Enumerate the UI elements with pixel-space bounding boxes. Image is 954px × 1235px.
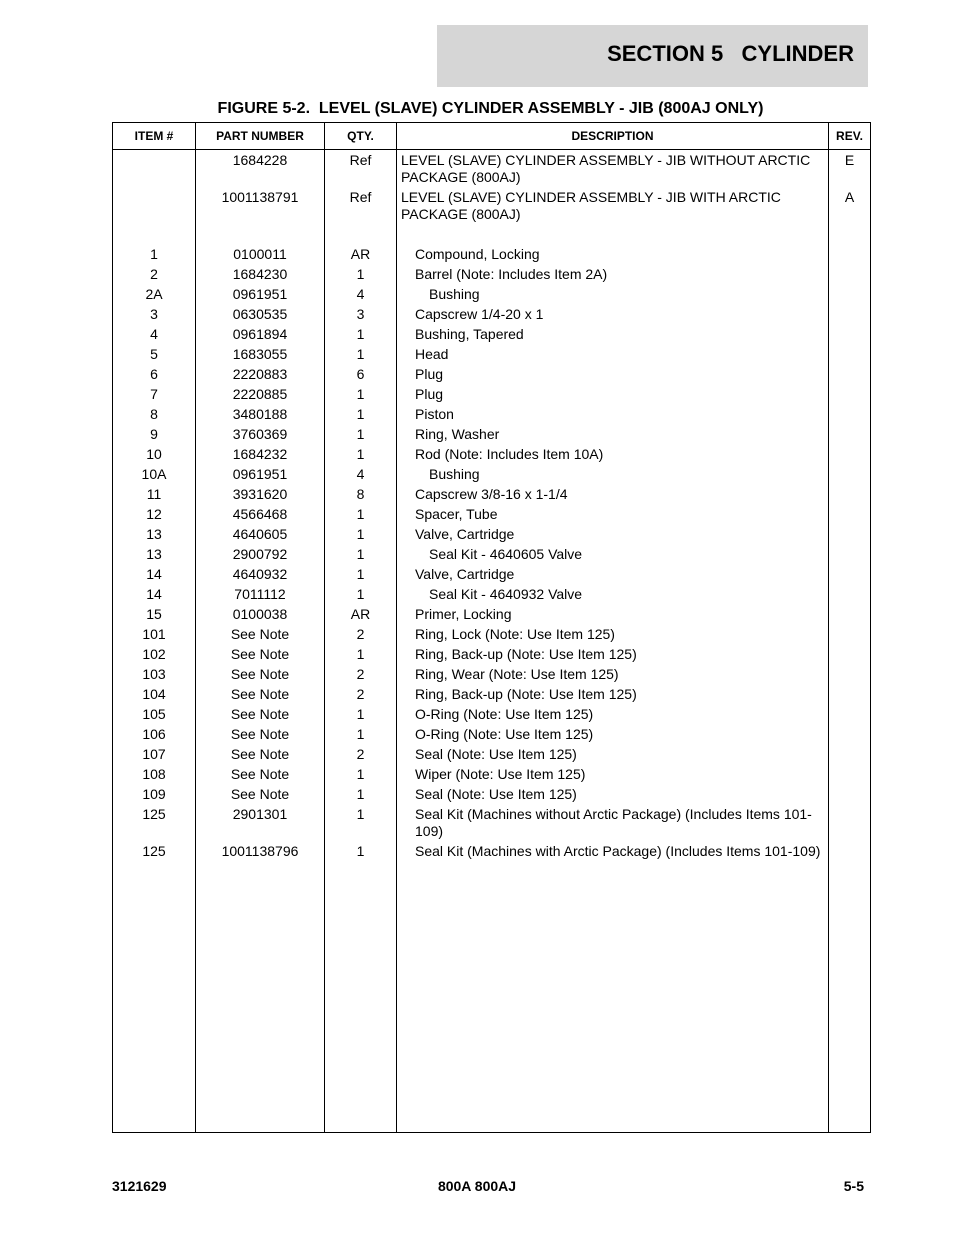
table-row: [113, 365, 871, 385]
qty-cell: AR: [325, 245, 397, 265]
table-row: [113, 705, 871, 725]
description-cell: O-Ring (Note: Use Item 125): [397, 705, 829, 725]
assembly-row: [113, 188, 871, 225]
part-number-cell: 1001138791: [196, 188, 325, 225]
table-row: [113, 765, 871, 785]
qty-cell: 1: [325, 325, 397, 345]
rev-cell: [829, 245, 871, 265]
description-cell: Plug: [397, 365, 829, 385]
part-number-cell: 0630535: [196, 305, 325, 325]
rev-cell: [829, 645, 871, 665]
description-cell: Spacer, Tube: [397, 505, 829, 525]
qty-cell: 1: [325, 265, 397, 285]
table-row: [113, 525, 871, 545]
item-cell: 9: [113, 425, 196, 445]
part-number-cell: 0100038: [196, 605, 325, 625]
description-cell: Bushing: [397, 285, 829, 305]
rev-cell: [829, 625, 871, 645]
item-cell: 12: [113, 505, 196, 525]
table-row: [113, 325, 871, 345]
item-cell: 109: [113, 785, 196, 805]
rev-cell: [829, 405, 871, 425]
description-cell: Capscrew 3/8-16 x 1-1/4: [397, 485, 829, 505]
table-row: [113, 445, 871, 465]
qty-cell: 1: [325, 785, 397, 805]
qty-cell: 1: [325, 345, 397, 365]
description-cell: Bushing: [397, 465, 829, 485]
item-cell: 7: [113, 385, 196, 405]
qty-cell: 1: [325, 585, 397, 605]
part-number-cell: See Note: [196, 765, 325, 785]
qty-cell: Ref: [325, 150, 397, 189]
item-cell: 125: [113, 842, 196, 862]
rev-cell: [829, 585, 871, 605]
part-number-cell: 3931620: [196, 485, 325, 505]
item-cell: 13: [113, 525, 196, 545]
description-cell: LEVEL (SLAVE) CYLINDER ASSEMBLY - JIB WITH ARCTIC PACKAGE (800AJ): [397, 188, 829, 225]
table-row: [113, 685, 871, 705]
description-cell: O-Ring (Note: Use Item 125): [397, 725, 829, 745]
item-cell: 106: [113, 725, 196, 745]
table-row: [113, 405, 871, 425]
rev-cell: A: [829, 188, 871, 225]
table-row: [113, 265, 871, 285]
figure-title: FIGURE 5-2. LEVEL (SLAVE) CYLINDER ASSEMBLY - JIB (800AJ ONLY): [217, 100, 764, 117]
item-cell: 14: [113, 565, 196, 585]
footer-model: 800A 800AJ: [437, 1178, 517, 1194]
description-cell: Valve, Cartridge: [397, 565, 829, 585]
description-cell: Ring, Back-up (Note: Use Item 125): [397, 685, 829, 705]
footer-doc-number: 3121629: [112, 1178, 167, 1194]
item-cell: 108: [113, 765, 196, 785]
description-cell: Capscrew 1/4-20 x 1: [397, 305, 829, 325]
part-number-cell: See Note: [196, 705, 325, 725]
spacer-row: [113, 225, 871, 245]
qty-cell: 1: [325, 645, 397, 665]
description-cell: Valve, Cartridge: [397, 525, 829, 545]
rev-cell: [829, 565, 871, 585]
rev-cell: [829, 705, 871, 725]
qty-cell: 6: [325, 365, 397, 385]
qty-cell: 4: [325, 465, 397, 485]
description-cell: Bushing, Tapered: [397, 325, 829, 345]
table-row: [113, 285, 871, 305]
qty-cell: 1: [325, 565, 397, 585]
assembly-row: [113, 150, 871, 189]
rev-cell: [829, 265, 871, 285]
item-cell: 3: [113, 305, 196, 325]
description-cell: Barrel (Note: Includes Item 2A): [397, 265, 829, 285]
qty-cell: 1: [325, 425, 397, 445]
qty-cell: Ref: [325, 188, 397, 225]
item-cell: 10: [113, 445, 196, 465]
rev-cell: [829, 365, 871, 385]
item-cell: 105: [113, 705, 196, 725]
rev-cell: [829, 605, 871, 625]
item-cell: 104: [113, 685, 196, 705]
item-cell: 101: [113, 625, 196, 645]
rev-cell: [829, 425, 871, 445]
part-number-cell: 0961894: [196, 325, 325, 345]
column-header-qty: QTY.: [325, 123, 397, 150]
table-row: [113, 425, 871, 445]
rev-cell: [829, 345, 871, 365]
table-row: [113, 805, 871, 842]
table-row: [113, 842, 871, 862]
part-number-cell: 0961951: [196, 465, 325, 485]
description-cell: Seal (Note: Use Item 125): [397, 745, 829, 765]
footer-page-number: 5-5: [843, 1178, 864, 1194]
part-number-cell: 2900792: [196, 545, 325, 565]
rev-cell: [829, 765, 871, 785]
part-number-cell: 1684232: [196, 445, 325, 465]
description-cell: Piston: [397, 405, 829, 425]
part-number-cell: 3480188: [196, 405, 325, 425]
qty-cell: 1: [325, 725, 397, 745]
qty-cell: 3: [325, 305, 397, 325]
description-cell: Seal Kit (Machines without Arctic Package) (Includes Items 101-109): [397, 805, 829, 842]
rev-cell: [829, 842, 871, 862]
qty-cell: 1: [325, 385, 397, 405]
rev-cell: [829, 305, 871, 325]
description-cell: Ring, Lock (Note: Use Item 125): [397, 625, 829, 645]
part-number-cell: 0961951: [196, 285, 325, 305]
part-number-cell: See Note: [196, 745, 325, 765]
qty-cell: 4: [325, 285, 397, 305]
part-number-cell: 0100011: [196, 245, 325, 265]
part-number-cell: 3760369: [196, 425, 325, 445]
table-row: [113, 645, 871, 665]
table-row: [113, 725, 871, 745]
rev-cell: [829, 665, 871, 685]
rev-cell: [829, 785, 871, 805]
item-cell: 2: [113, 265, 196, 285]
rev-cell: [829, 725, 871, 745]
parts-table: [112, 122, 871, 1133]
table-row: [113, 625, 871, 645]
rev-cell: [829, 285, 871, 305]
rev-cell: [829, 485, 871, 505]
table-filler-row: [113, 862, 871, 1133]
item-cell: 6: [113, 365, 196, 385]
rev-cell: [829, 505, 871, 525]
part-number-cell: See Note: [196, 785, 325, 805]
part-number-cell: See Note: [196, 645, 325, 665]
description-cell: Plug: [397, 385, 829, 405]
description-cell: Wiper (Note: Use Item 125): [397, 765, 829, 785]
part-number-cell: 4640605: [196, 525, 325, 545]
table-row: [113, 565, 871, 585]
part-number-cell: 1001138796: [196, 842, 325, 862]
part-number-cell: 1683055: [196, 345, 325, 365]
table-row: [113, 745, 871, 765]
rev-cell: [829, 745, 871, 765]
part-number-cell: See Note: [196, 725, 325, 745]
qty-cell: 1: [325, 765, 397, 785]
description-cell: Primer, Locking: [397, 605, 829, 625]
description-cell: Compound, Locking: [397, 245, 829, 265]
item-cell: 10A: [113, 465, 196, 485]
item-cell: 103: [113, 665, 196, 685]
table-row: [113, 345, 871, 365]
qty-cell: 1: [325, 545, 397, 565]
rev-cell: [829, 525, 871, 545]
description-cell: LEVEL (SLAVE) CYLINDER ASSEMBLY - JIB WITHOUT ARCTIC PACKAGE (800AJ): [397, 150, 829, 189]
qty-cell: 1: [325, 405, 397, 425]
qty-cell: 8: [325, 485, 397, 505]
qty-cell: AR: [325, 605, 397, 625]
table-row: [113, 385, 871, 405]
column-header-item: ITEM #: [113, 123, 196, 150]
item-cell: 125: [113, 805, 196, 842]
qty-cell: 1: [325, 505, 397, 525]
part-number-cell: 4640932: [196, 565, 325, 585]
table-row: [113, 305, 871, 325]
description-cell: Rod (Note: Includes Item 10A): [397, 445, 829, 465]
table-row: [113, 605, 871, 625]
qty-cell: 1: [325, 805, 397, 842]
table-row: [113, 665, 871, 685]
qty-cell: 1: [325, 842, 397, 862]
description-cell: Head: [397, 345, 829, 365]
item-cell: 2A: [113, 285, 196, 305]
rev-cell: [829, 445, 871, 465]
table-header-row: [113, 123, 871, 150]
part-number-cell: See Note: [196, 685, 325, 705]
qty-cell: 2: [325, 685, 397, 705]
qty-cell: 1: [325, 445, 397, 465]
table-row: [113, 245, 871, 265]
description-cell: Seal Kit - 4640605 Valve: [397, 545, 829, 565]
description-cell: Seal (Note: Use Item 125): [397, 785, 829, 805]
table-row: [113, 545, 871, 565]
part-number-cell: 4566468: [196, 505, 325, 525]
description-cell: Ring, Wear (Note: Use Item 125): [397, 665, 829, 685]
rev-cell: [829, 545, 871, 565]
part-number-cell: 1684230: [196, 265, 325, 285]
description-cell: Ring, Washer: [397, 425, 829, 445]
part-number-cell: See Note: [196, 665, 325, 685]
rev-cell: E: [829, 150, 871, 189]
section-header: [437, 25, 868, 87]
column-header-rev: REV.: [829, 123, 871, 150]
item-cell: 14: [113, 585, 196, 605]
column-header-part-number: PART NUMBER: [196, 123, 325, 150]
table-row: [113, 785, 871, 805]
table-row: [113, 465, 871, 485]
item-cell: 5: [113, 345, 196, 365]
item-cell: 11: [113, 485, 196, 505]
description-cell: Seal Kit - 4640932 Valve: [397, 585, 829, 605]
part-number-cell: 2220885: [196, 385, 325, 405]
qty-cell: 1: [325, 525, 397, 545]
item-cell: [113, 150, 196, 189]
table-row: [113, 485, 871, 505]
qty-cell: 2: [325, 665, 397, 685]
rev-cell: [829, 685, 871, 705]
qty-cell: 2: [325, 745, 397, 765]
description-cell: Ring, Back-up (Note: Use Item 125): [397, 645, 829, 665]
rev-cell: [829, 805, 871, 842]
part-number-cell: 2220883: [196, 365, 325, 385]
part-number-cell: 1684228: [196, 150, 325, 189]
item-cell: 1: [113, 245, 196, 265]
rev-cell: [829, 325, 871, 345]
item-cell: 8: [113, 405, 196, 425]
part-number-cell: See Note: [196, 625, 325, 645]
qty-cell: 2: [325, 625, 397, 645]
item-cell: [113, 188, 196, 225]
table-row: [113, 505, 871, 525]
item-cell: 4: [113, 325, 196, 345]
rev-cell: [829, 465, 871, 485]
rev-cell: [829, 385, 871, 405]
item-cell: 107: [113, 745, 196, 765]
item-cell: 15: [113, 605, 196, 625]
column-header-description: DESCRIPTION: [397, 123, 829, 150]
table-row: [113, 585, 871, 605]
part-number-cell: 2901301: [196, 805, 325, 842]
item-cell: 102: [113, 645, 196, 665]
part-number-cell: 7011112: [196, 585, 325, 605]
item-cell: 13: [113, 545, 196, 565]
qty-cell: 1: [325, 705, 397, 725]
description-cell: Seal Kit (Machines with Arctic Package) (Includes Items 101-109): [397, 842, 829, 862]
section-title: SECTION 5 CYLINDER: [607, 41, 854, 66]
